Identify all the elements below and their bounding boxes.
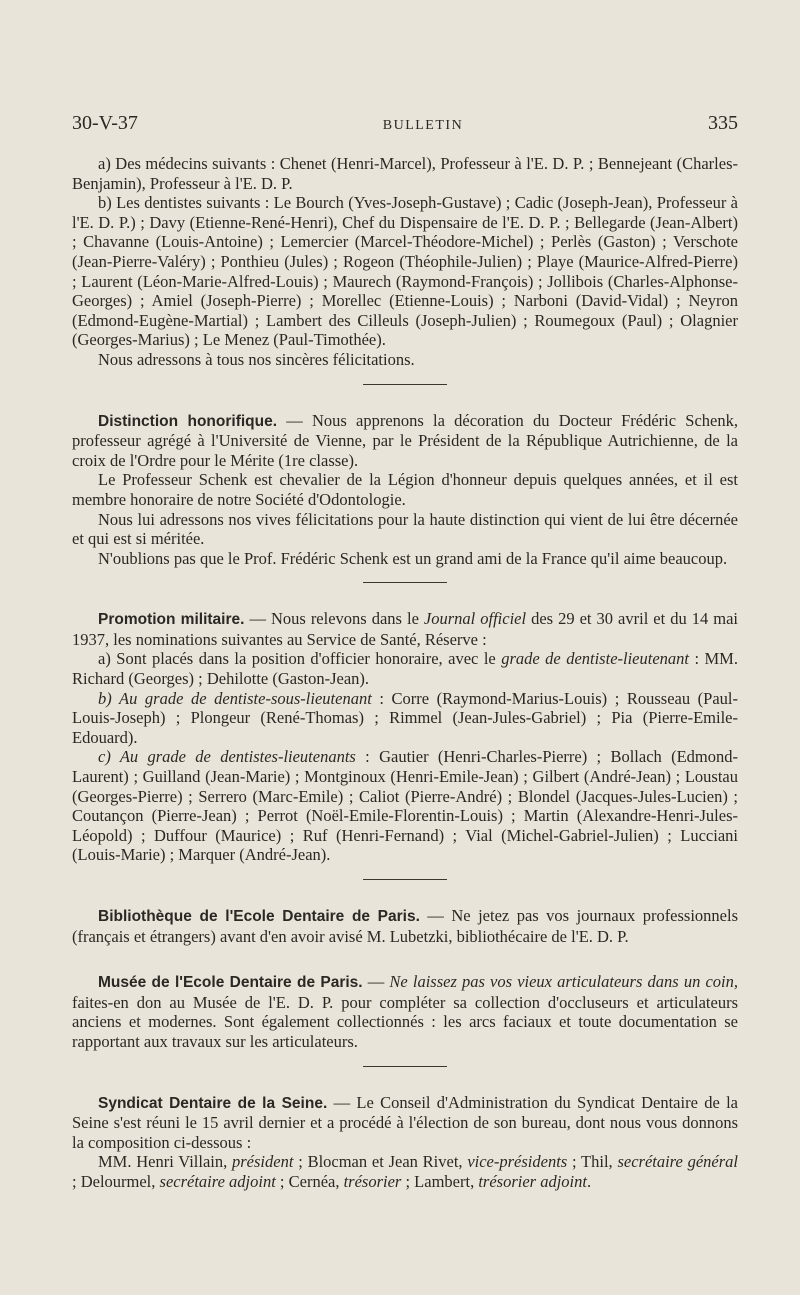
distinction-paragraph-3: Nous lui adressons nos vives félicitations pour la haute distinction qui vient de lui être décernée et qui est si méritée. <box>72 509 738 549</box>
distinction-text-1: — Nous apprenons la décoration du Docteur Frédéric Schenk, professeur agrégé à l'Université de Vienne, par le Président de la République Autrichienne, de la croix de l'Ordre pour le Mérite (1re classe). <box>72 410 738 470</box>
syndicat-paragraph-2 <box>72 1152 738 1191</box>
promotion-a-names: : MM. Richard (Georges) ; Dehilotte (Gaston-Jean). <box>72 649 738 689</box>
syndicat-paragraph-1 <box>72 1093 738 1153</box>
promotion-item-a <box>72 649 738 688</box>
journal-officiel: Journal officiel <box>423 609 527 629</box>
musee-paragraph <box>72 972 738 1051</box>
syndicat-title-2: vice-présidents <box>467 1152 568 1172</box>
intro-paragraph-b: b) Les dentistes suivants : Le Bourch (Yves-Joseph-Gustave) ; Cadic (Joseph-Jean), Professeur à l'E. D. P.) ; Davy (Etienne-René-Henri), Chef du Dispensaire de l'E. D. P. ; Bellegarde (Jean-Albert) ; Chavanne (Louis-Antoine) ; Lemercier (Marcel-Théodore-Michel) ; Perlès (Gaston) ; Verschote (Jean-Pierre-Valéry) ; Ponthieu (Jules) ; Rogeon (Théophile-Julien) ; Playe (Maurice-Alfred-Pierre) ; Laurent (Léon-Marie-Alfred-Louis) ; Maurech (Raymond-François) ; Jollibois (Charles-Alphonse-Georges) ; Amiel (Joseph-Pierre) ; Morellec (Etienne-Louis) ; Narboni (David-Vidal) ; Neyron (Edmond-Eugène-Martial) ; Lambert des Cilleuls (Joseph-Julien) ; Roumegoux (Paul) ; Olagnier (Georges-Marius) ; Le Menez (Paul-Timothée). <box>72 193 738 350</box>
musee-section <box>72 972 738 1066</box>
bibliotheque-text: — Ne jetez pas vos journaux professionnels (français et étrangers) avant d'en avoir avisé M. Lubetzki, bibliothécaire de l'E. D. P. <box>72 906 739 946</box>
distinction-section <box>72 411 738 584</box>
promotion-a-grade: grade de dentiste-lieutenant <box>501 649 689 669</box>
distinction-paragraph-4: N'oublions pas que le Prof. Frédéric Schenk est un grand ami de la France qu'il aime beaucoup. <box>98 548 728 568</box>
promotion-b-grade: b) Au grade de dentiste-sous-lieutenant <box>98 688 372 708</box>
syndicat-section <box>72 1093 738 1192</box>
musee-dash: — <box>362 972 390 992</box>
promotion-paragraph-1 <box>72 609 738 649</box>
promotion-item-b <box>72 689 738 748</box>
issue-date: 30-V-37 <box>72 112 138 134</box>
promotion-section <box>72 609 738 880</box>
musee-text: faites-en don au Musée de l'E. D. P. pour compléter sa collection d'occluseurs et articulateurs anciens et modernes. Sont également collectionnés : les arcs faciaux et toute documentation se rapportant aux travaux sur les articulateurs. <box>72 992 738 1051</box>
syndicat-seg-3: ; Thil, <box>567 1152 618 1172</box>
section-divider <box>363 582 447 583</box>
section-divider <box>363 384 447 385</box>
promotion-b-names: : Corre (Raymond-Marius-Louis) ; Rousseau (Paul-Louis-Joseph) ; Plongeur (René-Thomas) ; Rimmel (Jean-Jules-Gabriel) ; Pia (Pierre-Emile-Edouard). <box>72 688 738 747</box>
bibliotheque-heading: Bibliothèque de l'Ecole Dentaire de Paris. <box>98 908 420 925</box>
syndicat-heading: Syndicat Dentaire de la Seine. <box>98 1094 328 1112</box>
promotion-item-c <box>72 747 738 865</box>
syndicat-title-4: secrétaire adjoint <box>159 1171 276 1191</box>
page-content <box>72 154 738 1192</box>
promotion-heading: Promotion militaire. <box>98 611 245 629</box>
promotion-text-b: des 29 et 30 avril et du 14 mai 1937, les nominations suivantes au Service de Santé, Réserve : <box>72 609 738 649</box>
running-head <box>72 112 738 148</box>
promotion-text-a: — Nous relevons dans le <box>244 609 424 629</box>
syndicat-seg-6: ; Lambert, <box>401 1171 479 1191</box>
syndicat-seg-2: ; Blocman et Jean Rivet, <box>293 1152 468 1172</box>
section-divider <box>363 879 447 880</box>
promotion-a-lead: a) Sont placés dans la position d'officier honoraire, avec le <box>98 649 502 669</box>
musee-heading: Musée de l'Ecole Dentaire de Paris. <box>98 974 363 992</box>
syndicat-seg-1: MM. Henri Villain, <box>98 1152 233 1172</box>
syndicat-title-3: secrétaire général <box>617 1152 738 1172</box>
intro-paragraph-a: a) Des médecins suivants : Chenet (Henri-Marcel), Professeur à l'E. D. P. ; Bennejeant (Charles-Benjamin), Professeur à l'E. D. P. <box>72 154 738 193</box>
syndicat-text: — Le Conseil d'Administration du Syndicat Dentaire de la Seine s'est réuni le 15 avril dernier et a procédé à l'élection de son bureau, dont nous vous donnons la composition ci-dessous : <box>72 1092 739 1152</box>
promotion-c-grade: c) Au grade de dentistes-lieutenants <box>98 747 356 767</box>
page-number: 335 <box>708 112 738 134</box>
bibliotheque-paragraph <box>72 906 738 946</box>
syndicat-seg-4: ; Delourmel, <box>72 1171 160 1191</box>
syndicat-title-6: trésorier adjoint <box>478 1171 587 1191</box>
syndicat-seg-7: . <box>586 1171 592 1191</box>
journal-title: BULLETIN <box>382 118 464 133</box>
promotion-c-names: : Gautier (Henri-Charles-Pierre) ; Bollach (Edmond-Laurent) ; Guilland (Jean-Marie) ; Montginoux (Henri-Emile-Jean) ; Gilbert (André-Jean) ; Loustau (Georges-Pierre) ; Serrero (Marc-Emile) ; Caliot (Pierre-André) ; Blondel (Jacques-Jules-Lucien) ; Coutançon (Pierre-Jean) ; Perrot (Noël-Emile-Florentin-Louis) ; Martin (Alexandre-Henri-Jules-Léopold) ; Duffour (Maurice) ; Ruf (Henri-Fernand) ; Vial (Michel-Gabriel-Julien) ; Lucciani (Louis-Marie) ; Marquer (André-Jean). <box>72 747 739 865</box>
syndicat-title-1: président <box>232 1152 294 1172</box>
syndicat-title-5: trésorier <box>343 1171 402 1191</box>
syndicat-seg-5: ; Cernéa, <box>275 1171 344 1191</box>
distinction-paragraph-2: Le Professeur Schenk est chevalier de la Légion d'honneur depuis quelques années, et il est membre honoraire de notre Société d'Odontologie. <box>72 470 738 509</box>
musee-italic-text: Ne laissez pas vos vieux articulateurs dans un coin, <box>389 972 738 992</box>
intro-paragraph-c: Nous adressons à tous nos sincères félicitations. <box>98 349 415 369</box>
section-divider <box>363 1066 447 1067</box>
bibliotheque-section <box>72 906 738 946</box>
intro-section <box>72 154 738 385</box>
distinction-heading: Distinction honorifique. <box>98 412 278 430</box>
distinction-paragraph-1 <box>72 411 738 471</box>
